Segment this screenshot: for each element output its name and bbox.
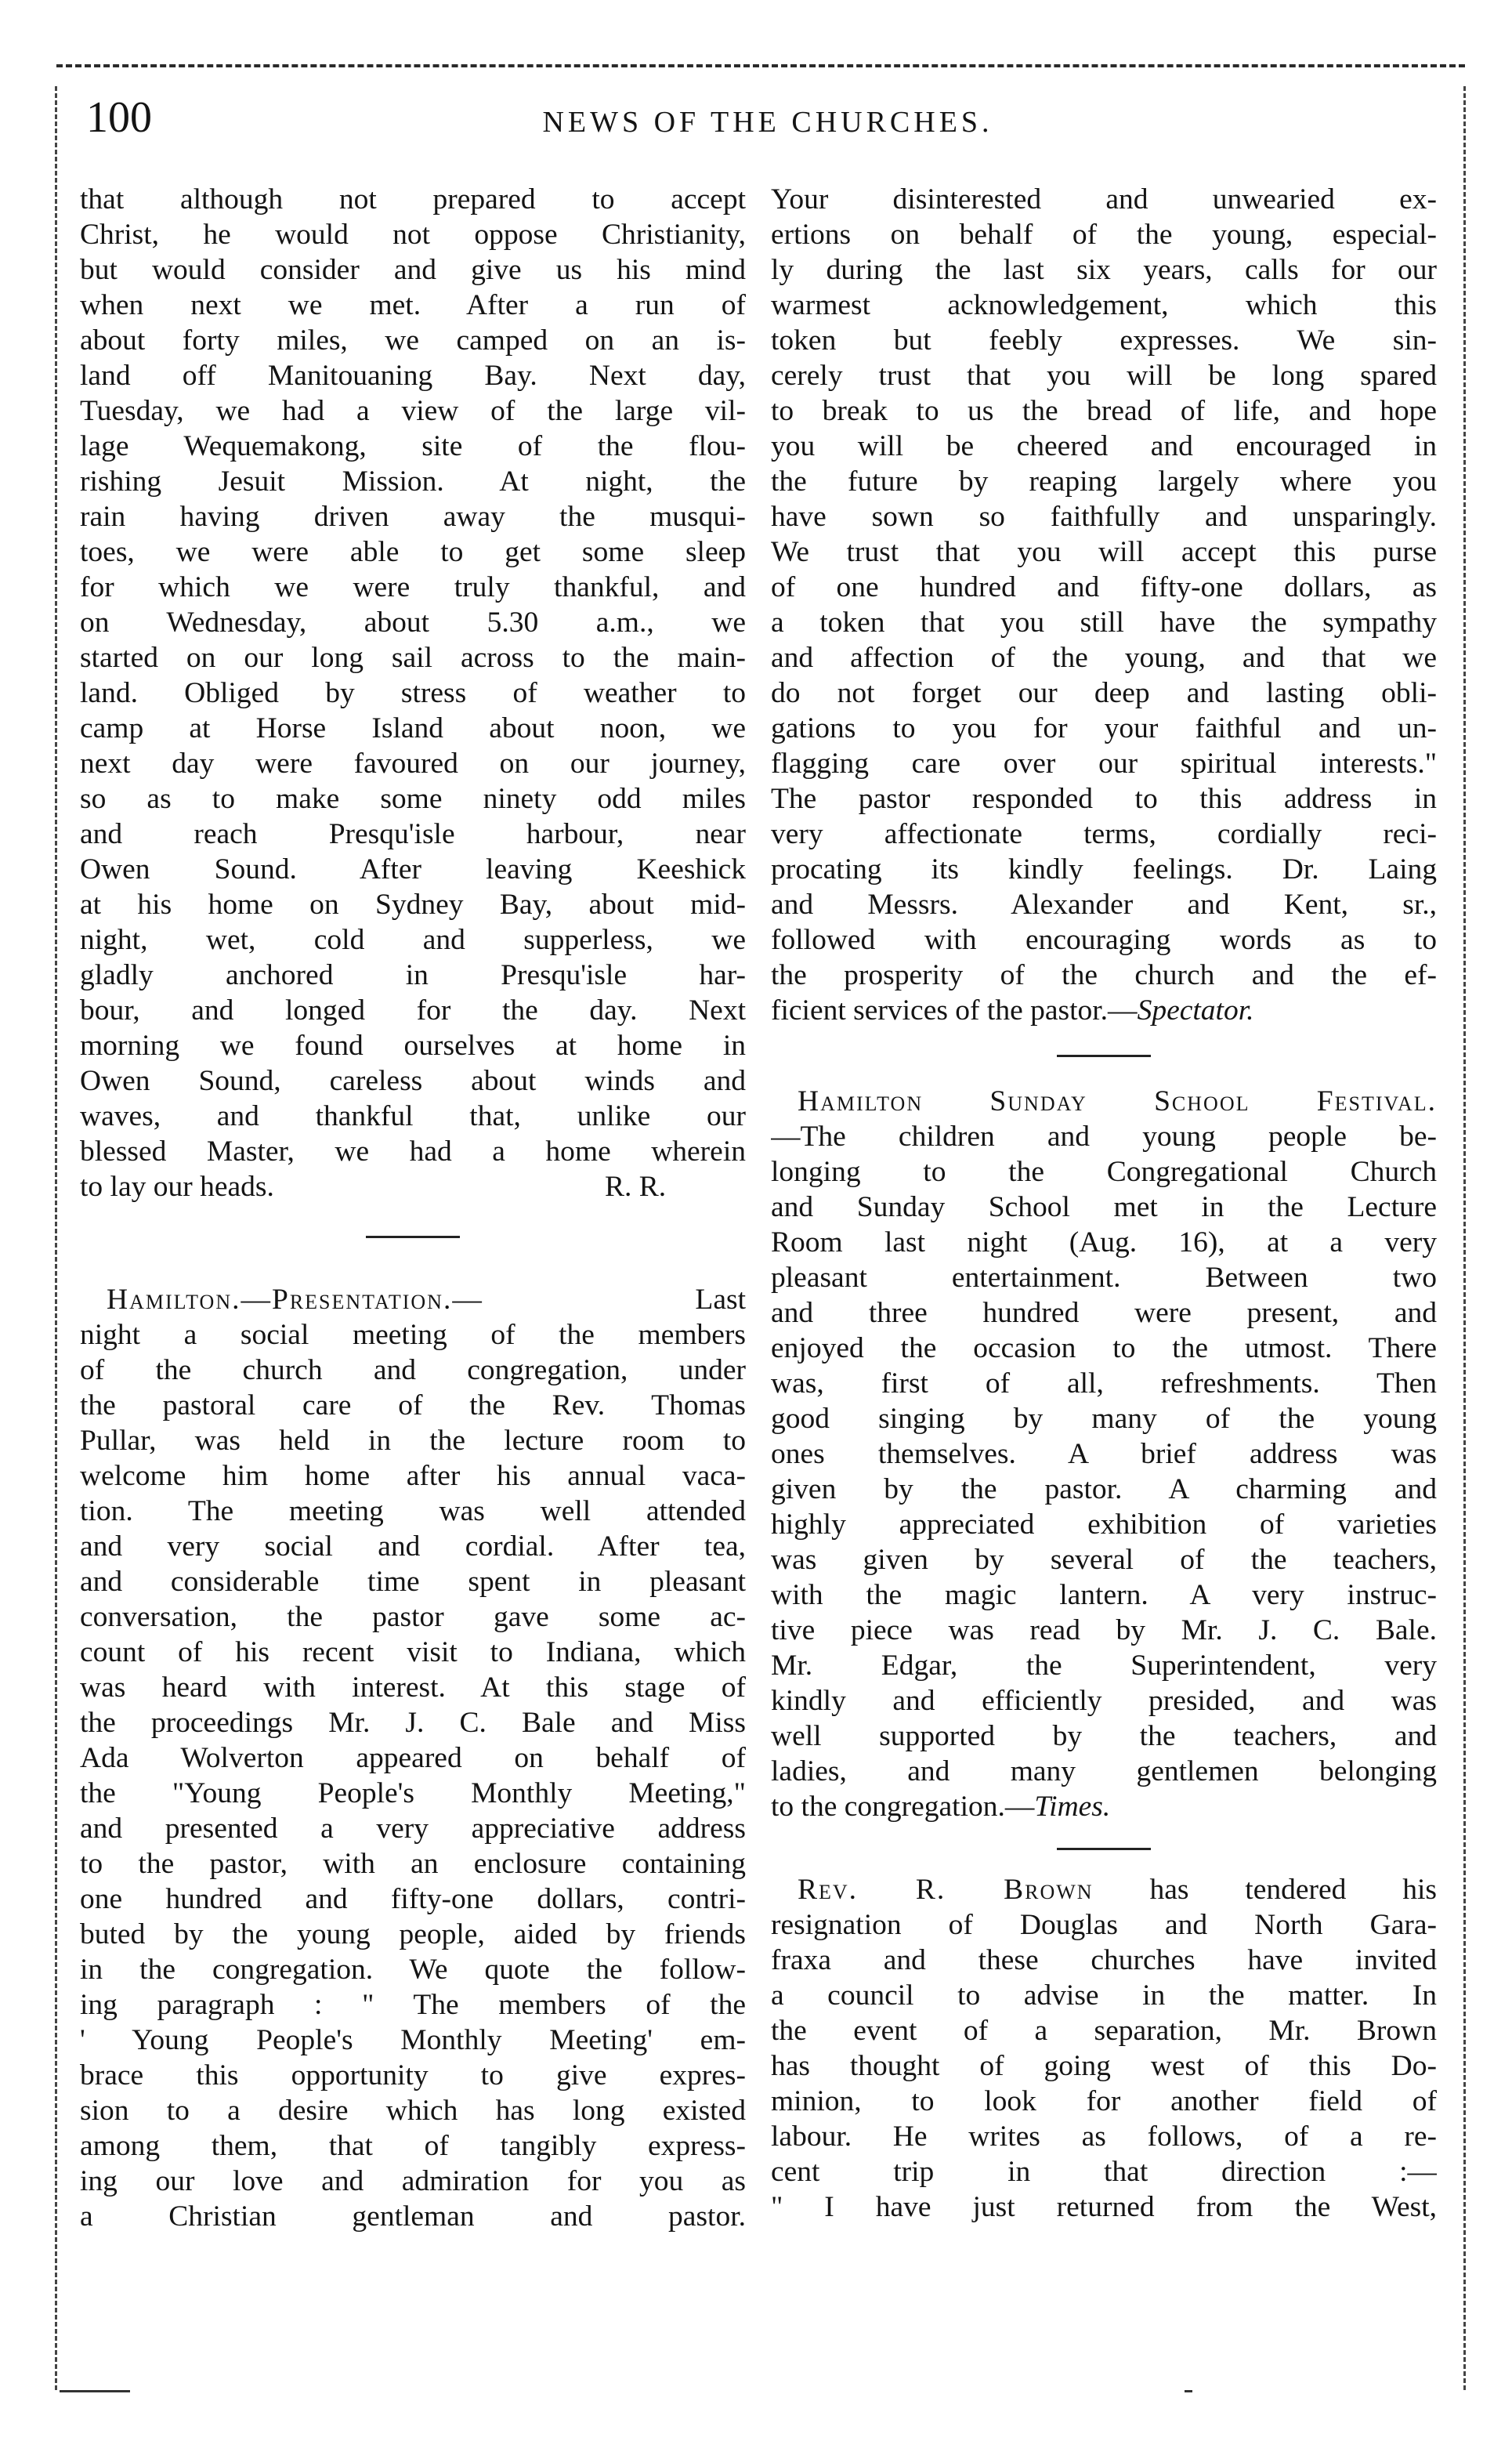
text-line: Tuesday, we had a view of the large vil- [80, 395, 746, 427]
running-head: NEWS OF THE CHURCHES. [542, 106, 993, 139]
text-line: but would consider and give us his mind [80, 254, 746, 286]
text-line: Ada Wolverton appeared on behalf of [80, 1742, 746, 1774]
page-number: 100 [86, 93, 152, 142]
text-line: Room last night (Aug. 16), at a very [771, 1226, 1437, 1259]
text-line: and reach Presqu'isle harbour, near [80, 818, 746, 850]
text-line: flagging care over our spiritual interests." [771, 748, 1437, 780]
text-line: The pastor responded to this address in [771, 783, 1437, 815]
text-line: land off Manitouaning Bay. Next day, [80, 360, 746, 392]
article-sunday-school-festival [771, 1119, 1437, 1789]
text-line: the proceedings Mr. J. C. Bale and Miss [80, 1707, 746, 1739]
text-line: and affection of the young, and that we [771, 642, 1437, 674]
text-line: to the pastor, with an enclosure containing [80, 1848, 746, 1880]
text-line: of one hundred and fifty-one dollars, as [771, 571, 1437, 603]
text-line: and presented a very appreciative address [80, 1813, 746, 1845]
text-line: conversation, the pastor gave some ac- [80, 1601, 746, 1633]
text-line: given by the pastor. A charming and [771, 1473, 1437, 1505]
text-line: was heard with interest. At this stage of [80, 1671, 746, 1704]
text-line: one hundred and fifty-one dollars, contri- [80, 1883, 746, 1915]
text-line: Pullar, was held in the lecture room to [80, 1425, 746, 1457]
text-line: longing to the Congregational Church [771, 1156, 1437, 1188]
text-line: the future by reaping largely where you [771, 465, 1437, 498]
text-line: toes, we were able to get some sleep [80, 536, 746, 568]
text-line: labour. He writes as follows, of a re- [771, 2120, 1437, 2153]
text-line: token but feebly expresses. We sin- [771, 324, 1437, 357]
text-line: do not forget our deep and lasting obli- [771, 677, 1437, 709]
text-line: about forty miles, we camped on an is- [80, 324, 746, 357]
text-line: minion, to look for another field of [771, 2085, 1437, 2117]
article-heading: Hamilton Sunday School Festival. [798, 1085, 1437, 1117]
text-line: camp at Horse Island about noon, we [80, 712, 746, 744]
text-line: Owen Sound. After leaving Keeshick [80, 853, 746, 885]
text-line: on Wednesday, about 5.30 a.m., we [80, 607, 746, 639]
article-heading-line: Rev. R. Brown has tendered his [798, 1874, 1437, 1906]
left-margin-rule [55, 86, 57, 2390]
text-line: ' Young People's Monthly Meeting' em- [80, 2024, 746, 2056]
text-line: for which we were truly thankful, and [80, 571, 746, 603]
text-line: has thought of going west of this Do- [771, 2050, 1437, 2082]
text-line: was given by several of the teachers, [771, 1544, 1437, 1576]
article-mission-trip [80, 182, 746, 1169]
text-line: sion to a desire which has long existed [80, 2095, 746, 2127]
text-line: pleasant entertainment. Between two [771, 1262, 1437, 1294]
text-line: ing paragraph : " The members of the [80, 1989, 746, 2021]
text-line: and considerable time spent in pleasant [80, 1566, 746, 1598]
source-credit: Spectator. [1137, 994, 1254, 1027]
page-header [78, 92, 1457, 155]
footer-rule [60, 2390, 130, 2392]
text-line: next day were favoured on our journey, [80, 748, 746, 780]
article-presentation-continued [771, 182, 1437, 993]
article-resignation [771, 1907, 1437, 2225]
text-line: a Christian gentleman and pastor. [80, 2200, 746, 2233]
text-line: have sown so faithfully and unsparingly. [771, 501, 1437, 533]
text-line: that although not prepared to accept [80, 183, 746, 215]
text-line: Christ, he would not oppose Christianity, [80, 219, 746, 251]
text-line: well supported by the teachers, and [771, 1720, 1437, 1752]
text-line: started on our long sail across to the main- [80, 642, 746, 674]
right-column [771, 182, 1437, 2225]
article-heading: Hamilton.—Presentation.— [107, 1284, 483, 1316]
article-closing-line: to the congregation.—Times. [771, 1791, 1111, 1823]
text-line: a council to advise in the matter. In [771, 1979, 1437, 2012]
text-line: resignation of Douglas and North Gara- [771, 1909, 1437, 1941]
text-line: with the magic lantern. A very instruc- [771, 1579, 1437, 1611]
text-line: warmest acknowledgement, which this [771, 289, 1437, 321]
text-line: enjoyed the occasion to the utmost. There [771, 1332, 1437, 1364]
footer-mark [1185, 2390, 1192, 2392]
text-line: very affectionate terms, cordially reci- [771, 818, 1437, 850]
text-line: the event of a separation, Mr. Brown [771, 2015, 1437, 2047]
text-line: cent trip in that direction :— [771, 2156, 1437, 2188]
text-line: ones themselves. A brief address was [771, 1438, 1437, 1470]
text-line: the prosperity of the church and the ef- [771, 959, 1437, 991]
text-line: of the church and congregation, under [80, 1354, 746, 1386]
top-rule [56, 64, 1465, 67]
text-line: ing our love and admiration for you as [80, 2165, 746, 2197]
text-line: in the congregation. We quote the follow- [80, 1954, 746, 1986]
text-line: land. Obliged by stress of weather to [80, 677, 746, 709]
text-line: you will be cheered and encouraged in [771, 430, 1437, 462]
article-closing-line: to lay our heads. R. R. [80, 1171, 667, 1203]
signature: R. R. [605, 1171, 667, 1203]
text-line: fraxa and these churches have invited [771, 1944, 1437, 1976]
text-line: We trust that you will accept this purse [771, 536, 1437, 568]
text-line: brace this opportunity to give expres- [80, 2059, 746, 2092]
text-line: was, first of all, refreshments. Then [771, 1367, 1437, 1400]
article-divider [366, 1236, 460, 1238]
text-line: morning we found ourselves at home in [80, 1030, 746, 1062]
text-line: count of his recent visit to Indiana, which [80, 1636, 746, 1668]
text-line: when next we met. After a run of [80, 289, 746, 321]
text-line: good singing by many of the young [771, 1403, 1437, 1435]
text-line: cerely trust that you will be long spared [771, 360, 1437, 392]
article-presentation [80, 1317, 746, 2234]
text-line: to break to us the bread of life, and hope [771, 395, 1437, 427]
text-line: waves, and thankful that, unlike our [80, 1100, 746, 1132]
text-line: Your disinterested and unwearied ex- [771, 183, 1437, 215]
text-line: and very social and cordial. After tea, [80, 1530, 746, 1563]
text-line: the "Young People's Monthly Meeting," [80, 1777, 746, 1809]
article-heading: Rev. R. Brown [798, 1874, 1094, 1906]
text-line: night, wet, cold and supperless, we [80, 924, 746, 956]
text-line: ladies, and many gentlemen belonging [771, 1755, 1437, 1787]
text-line: blessed Master, we had a home wherein [80, 1135, 746, 1168]
text-line: so as to make some ninety odd miles [80, 783, 746, 815]
text-line: rain having driven away the musqui- [80, 501, 746, 533]
text-line: night a social meeting of the members [80, 1319, 746, 1351]
text-line: and Messrs. Alexander and Kent, sr., [771, 889, 1437, 921]
text-line: kindly and efficiently presided, and was [771, 1685, 1437, 1717]
text-line: ly during the last six years, calls for our [771, 254, 1437, 286]
source-credit: Times. [1034, 1791, 1111, 1823]
text-line: gations to you for your faithful and un- [771, 712, 1437, 744]
text-line: Owen Sound, careless about winds and [80, 1065, 746, 1097]
text-line: at his home on Sydney Bay, about mid- [80, 889, 746, 921]
text-line: and three hundred were present, and [771, 1297, 1437, 1329]
text-line: lage Wequemakong, site of the flou- [80, 430, 746, 462]
text-line: " I have just returned from the West, [771, 2191, 1437, 2223]
text-line: rishing Jesuit Mission. At night, the [80, 465, 746, 498]
text-line: the pastoral care of the Rev. Thomas [80, 1389, 746, 1422]
article-heading-line [771, 1084, 1437, 1119]
text-line: and Sunday School met in the Lecture [771, 1191, 1437, 1223]
text-line: tive piece was read by Mr. J. C. Bale. [771, 1614, 1437, 1646]
text-line: gladly anchored in Presqu'isle har- [80, 959, 746, 991]
article-divider [1057, 1055, 1151, 1057]
text-line: procating its kindly feelings. Dr. Laing [771, 853, 1437, 885]
text-line: ertions on behalf of the young, especial- [771, 219, 1437, 251]
article-heading-line: Hamilton.—Presentation.— Last [107, 1284, 746, 1316]
text-line: bour, and longed for the day. Next [80, 994, 746, 1027]
article-divider [1057, 1848, 1151, 1850]
text-line: welcome him home after his annual vaca- [80, 1460, 746, 1492]
text-line: Mr. Edgar, the Superintendent, very [771, 1650, 1437, 1682]
article-closing-line: ficient services of the pastor.—Spectator. [771, 994, 1254, 1027]
left-column [80, 182, 746, 2234]
right-margin-rule [1463, 86, 1466, 2390]
text-line: buted by the young people, aided by friends [80, 1918, 746, 1950]
text-line: tion. The meeting was well attended [80, 1495, 746, 1527]
text-line: —The children and young people be- [771, 1121, 1437, 1153]
text-line: highly appreciated exhibition of varieties [771, 1508, 1437, 1541]
text-line: a token that you still have the sympathy [771, 607, 1437, 639]
text-line: followed with encouraging words as to [771, 924, 1437, 956]
text-line: among them, that of tangibly express- [80, 2130, 746, 2162]
